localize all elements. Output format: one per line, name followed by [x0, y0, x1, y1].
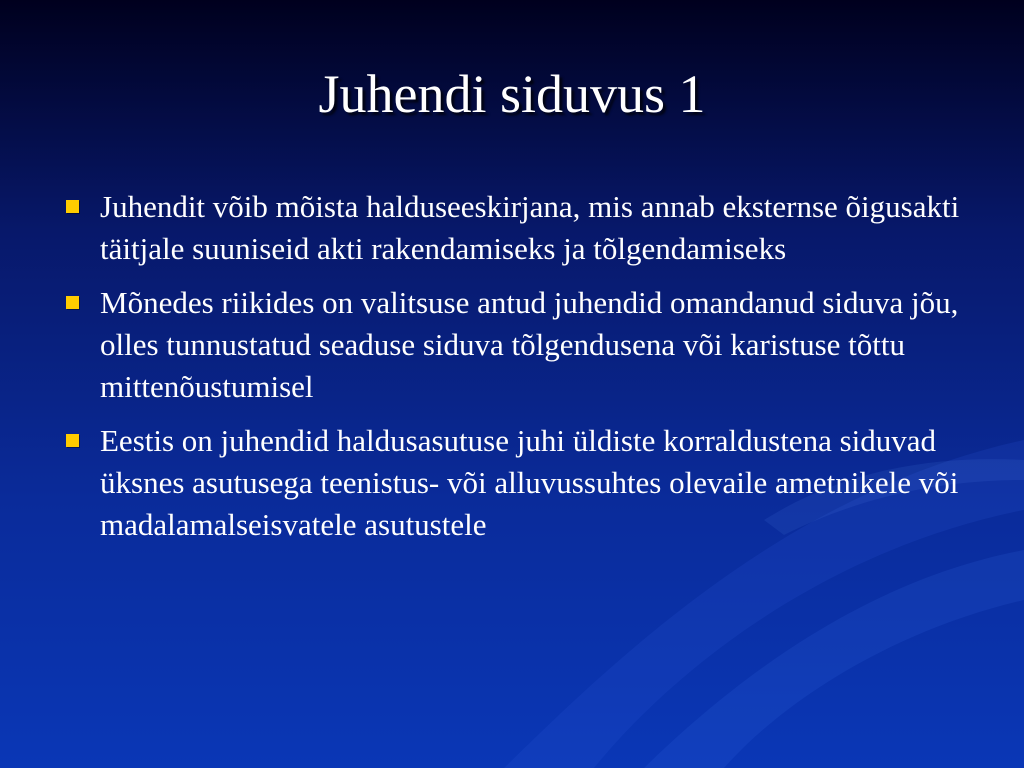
square-bullet-icon [66, 200, 79, 213]
slide-title: Juhendi siduvus 1 [318, 64, 706, 124]
bullet-list [62, 186, 982, 558]
square-bullet-icon [66, 434, 79, 447]
bullet-text: Mõnedes riikides on valitsuse antud juhendid omandanud siduva jõu, olles tunnustatud seaduse siduva tõlgendusena või karistuse tõttu mittenõustumisel [100, 285, 959, 404]
bullet-item [62, 186, 982, 270]
bullet-item [62, 420, 982, 546]
bullet-text: Juhendit võib mõista halduseeskirjana, mis annab eksternse õigusakti täitjale suuniseid akti rakendamiseks ja tõlgendamiseks [100, 189, 960, 266]
square-bullet-icon [66, 296, 79, 309]
bullet-item [62, 282, 982, 408]
bullet-text: Eestis on juhendid haldusasutuse juhi üldiste korraldustena siduvad üksnes asutusega teenistus- või alluvussuhtes olevaile ametnikele või madalamalseisvatele asutustele [100, 423, 959, 542]
